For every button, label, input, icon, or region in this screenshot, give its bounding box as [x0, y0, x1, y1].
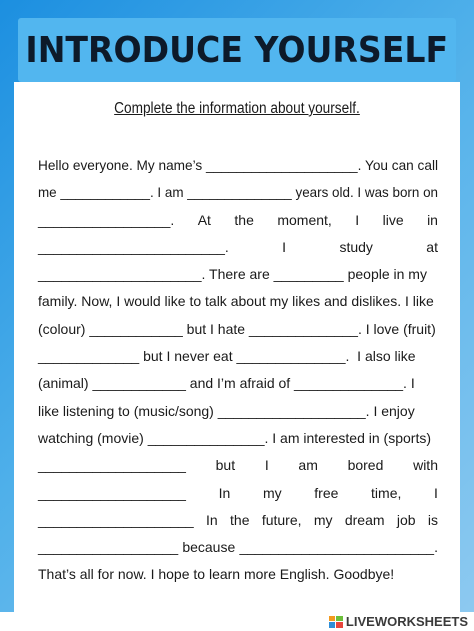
text-segment: watching (movie) _______________. I am interested in (sports) — [38, 429, 431, 446]
text-segment: __________________ — [38, 539, 179, 556]
text-line — [38, 425, 438, 452]
text-segment: am — [298, 457, 318, 474]
logo-text: LIVEWORKSHEETS — [345, 614, 468, 629]
liveworksheets-logo-icon — [329, 616, 343, 628]
text-line — [38, 207, 438, 234]
text-segment: job — [396, 511, 416, 528]
text-segment: the — [234, 211, 254, 228]
text-segment: study — [339, 238, 373, 255]
text-segment: ________________________. — [38, 238, 229, 255]
text-line — [38, 398, 438, 425]
text-segment: (animal) ____________ and I’m afraid of ______________. I — [38, 375, 415, 392]
text-segment: at — [426, 238, 438, 255]
text-segment: with — [413, 457, 438, 474]
liveworksheets-logo — [329, 612, 468, 631]
text-line — [38, 261, 438, 288]
text-segment: ___________________ — [38, 484, 186, 501]
text-segment: In — [206, 511, 218, 528]
text-segment: I — [355, 211, 360, 228]
text-segment: I — [282, 238, 287, 255]
text-line — [38, 152, 440, 179]
text-line — [38, 179, 440, 206]
text-segment: ____________________ — [38, 511, 194, 528]
text-line — [38, 480, 438, 507]
text-line — [38, 534, 438, 561]
text-line — [38, 507, 438, 534]
text-segment: I — [434, 484, 438, 501]
text-line — [38, 343, 438, 370]
text-segment: At — [197, 211, 211, 228]
text-segment: In — [218, 484, 231, 501]
text-segment: family. Now, I would like to talk about my likes and dislikes. I like — [38, 293, 434, 310]
text-segment: free — [314, 484, 339, 501]
text-line — [38, 452, 438, 479]
text-segment: future, — [261, 511, 302, 528]
text-segment: me ____________. I am ______________ years old. I was born on — [38, 184, 439, 201]
text-segment: _________________________. — [239, 539, 438, 556]
page-title: INTRODUCE YOURSELF — [25, 29, 449, 71]
text-segment: my — [313, 511, 333, 528]
worksheet-sheet — [14, 82, 460, 612]
text-segment: bored — [347, 457, 384, 474]
text-segment: I — [264, 457, 269, 474]
text-segment: _____________ but I never eat ______________. I also like — [38, 348, 416, 365]
instructions: Complete the information about yourself. — [114, 100, 360, 117]
text-segment: because — [182, 539, 236, 556]
text-line — [38, 288, 438, 315]
text-segment: the — [230, 511, 250, 528]
fill-in-text — [38, 152, 438, 589]
text-segment: time, — [371, 484, 402, 501]
text-segment: in — [427, 211, 438, 228]
text-segment: like listening to (music/song) ___________________. I enjoy — [38, 402, 415, 419]
text-segment: but — [215, 457, 236, 474]
text-line — [38, 561, 438, 588]
text-segment: my — [262, 484, 282, 501]
text-segment: live — [382, 211, 404, 228]
text-segment: _________________. — [38, 211, 175, 228]
text-segment: That’s all for now. I hope to learn more English. Goodbye! — [38, 566, 395, 583]
text-segment: Hello everyone. My name’s ____________________. You can call — [38, 157, 438, 173]
text-segment: ___________________ — [38, 457, 186, 474]
text-line — [38, 234, 438, 261]
text-line — [38, 316, 438, 343]
text-segment: dream — [344, 511, 385, 528]
text-segment: moment, — [277, 211, 332, 228]
text-segment: _____________________. There are _________ people in my — [38, 266, 427, 283]
text-line — [38, 370, 438, 397]
title-banner — [18, 18, 456, 82]
text-segment: is — [427, 511, 438, 528]
text-segment: (colour) ____________ but I hate ______________. I love (fruit) — [38, 320, 436, 337]
